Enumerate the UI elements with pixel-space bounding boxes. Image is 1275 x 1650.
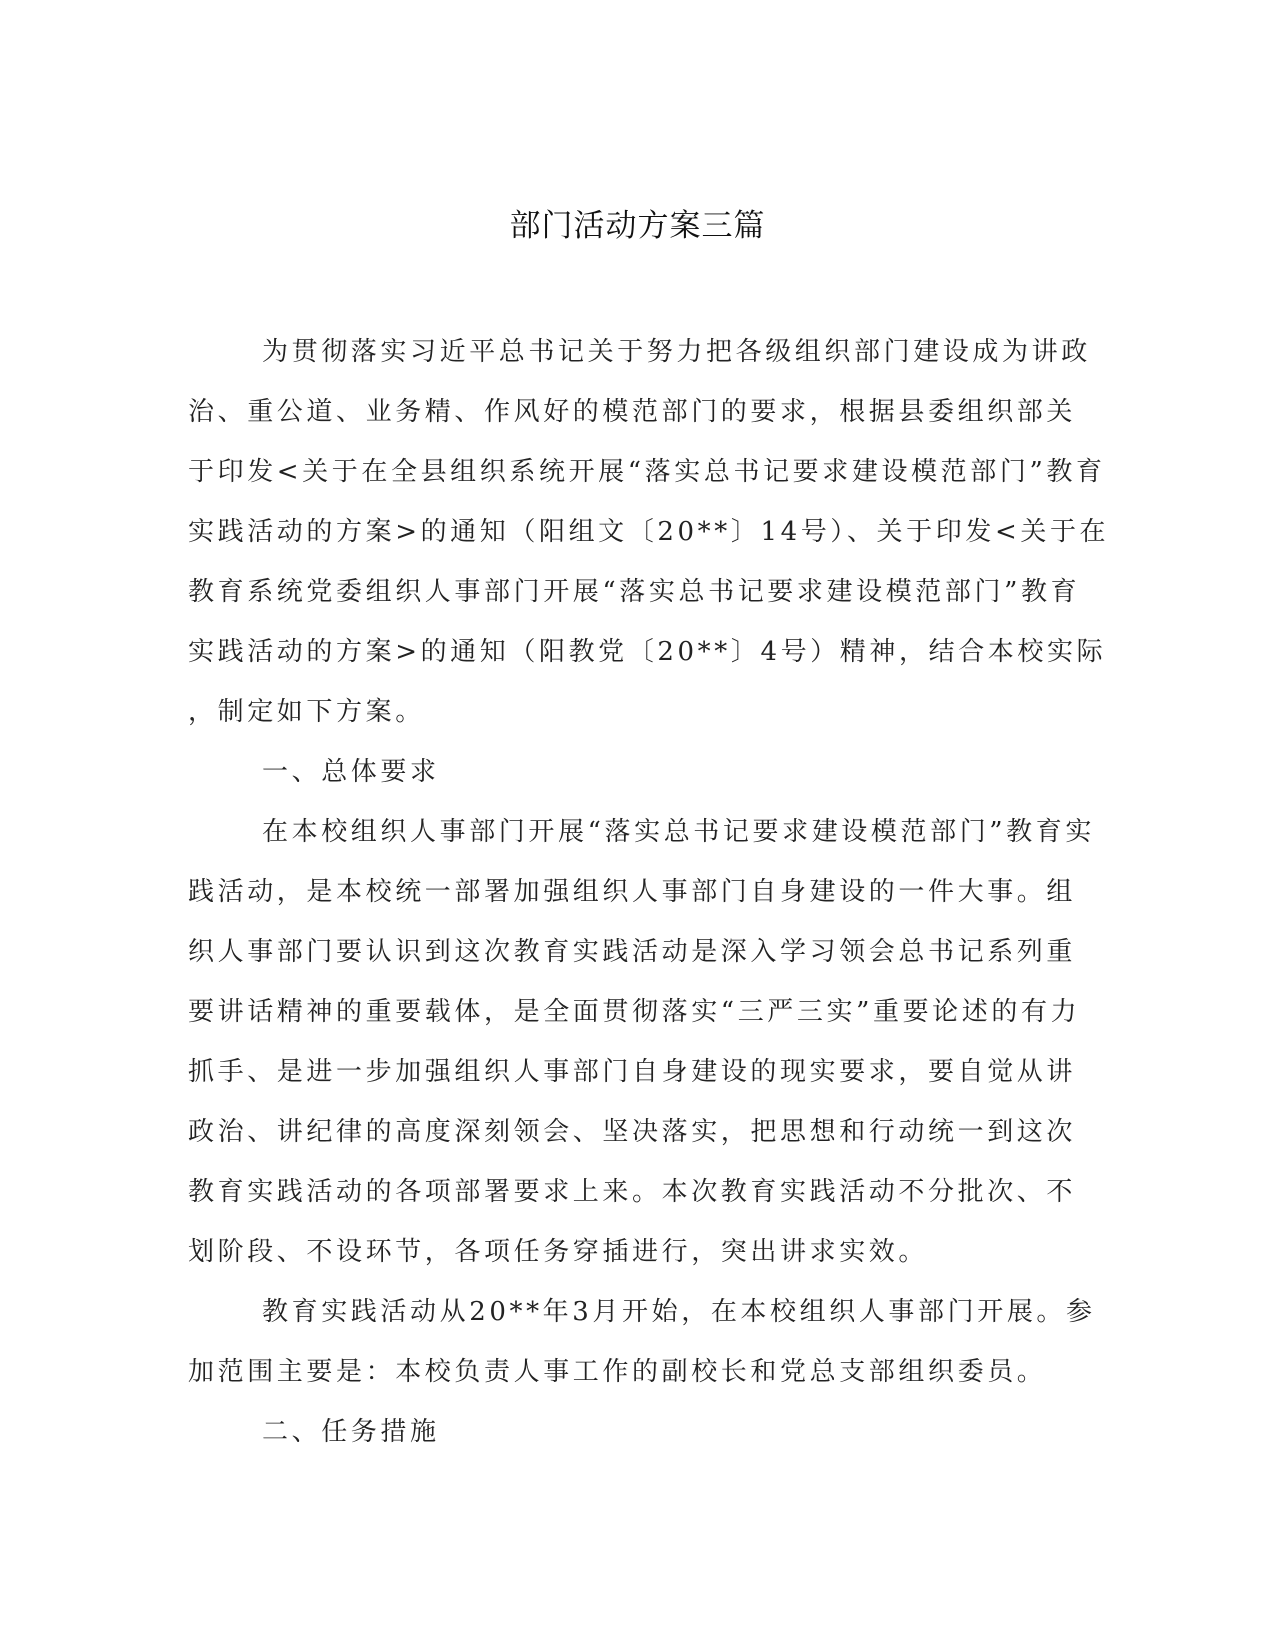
paragraph-line: 践活动，是本校统一部署加强组织人事部门自身建设的一件大事。组 [188,877,1077,907]
paragraph-line: 教育实践活动从20**年3月开始，在本校组织人事部门开展。参 [262,1297,1096,1327]
paragraph-line: 划阶段、不设环节，各项任务穿插进行，突出讲求实效。 [188,1237,929,1267]
paragraph-line: 抓手、是进一步加强组织人事部门自身建设的现实要求，要自觉从讲 [188,1057,1077,1087]
paragraph-line: 为贯彻落实习近平总书记关于努力把各级组织部门建设成为讲政 [262,337,1091,367]
document-title: 部门活动方案三篇 [509,208,766,244]
paragraph-line: 实践活动的方案>的通知（阳教党〔20**〕4号）精神，结合本校实际 [188,637,1107,667]
paragraph-line: 在本校组织人事部门开展“落实总书记要求建设模范部门”教育实 [262,817,1095,847]
paragraph-line: 加范围主要是：本校负责人事工作的副校长和党总支部组织委员。 [188,1357,1047,1387]
paragraph-line: 于印发<关于在全县组织系统开展“落实总书记要求建设模范部门”教育 [188,457,1106,487]
paragraph-line: 教育系统党委组织人事部门开展“落实总书记要求建设模范部门”教育 [188,577,1081,607]
document-body [188,322,1110,1462]
paragraph-line: 织人事部门要认识到这次教育实践活动是深入学习领会总书记系列重 [188,937,1077,967]
paragraph-line: 政治、讲纪律的高度深刻领会、坚决落实，把思想和行动统一到这次 [188,1117,1077,1147]
paragraph-line: ，制定如下方案。 [188,697,425,727]
section-heading: 一、总体要求 [262,757,440,787]
section-heading: 二、任务措施 [262,1417,440,1447]
paragraph-line: 教育实践活动的各项部署要求上来。本次教育实践活动不分批次、不 [188,1177,1077,1207]
paragraph-line: 要讲话精神的重要载体，是全面贯彻落实“三严三实”重要论述的有力 [188,997,1081,1027]
paragraph-line: 治、重公道、业务精、作风好的模范部门的要求，根据县委组织部关 [188,397,1077,427]
paragraph-line: 实践活动的方案>的通知（阳组文〔20**〕14号）、关于印发<关于在 [188,517,1110,547]
